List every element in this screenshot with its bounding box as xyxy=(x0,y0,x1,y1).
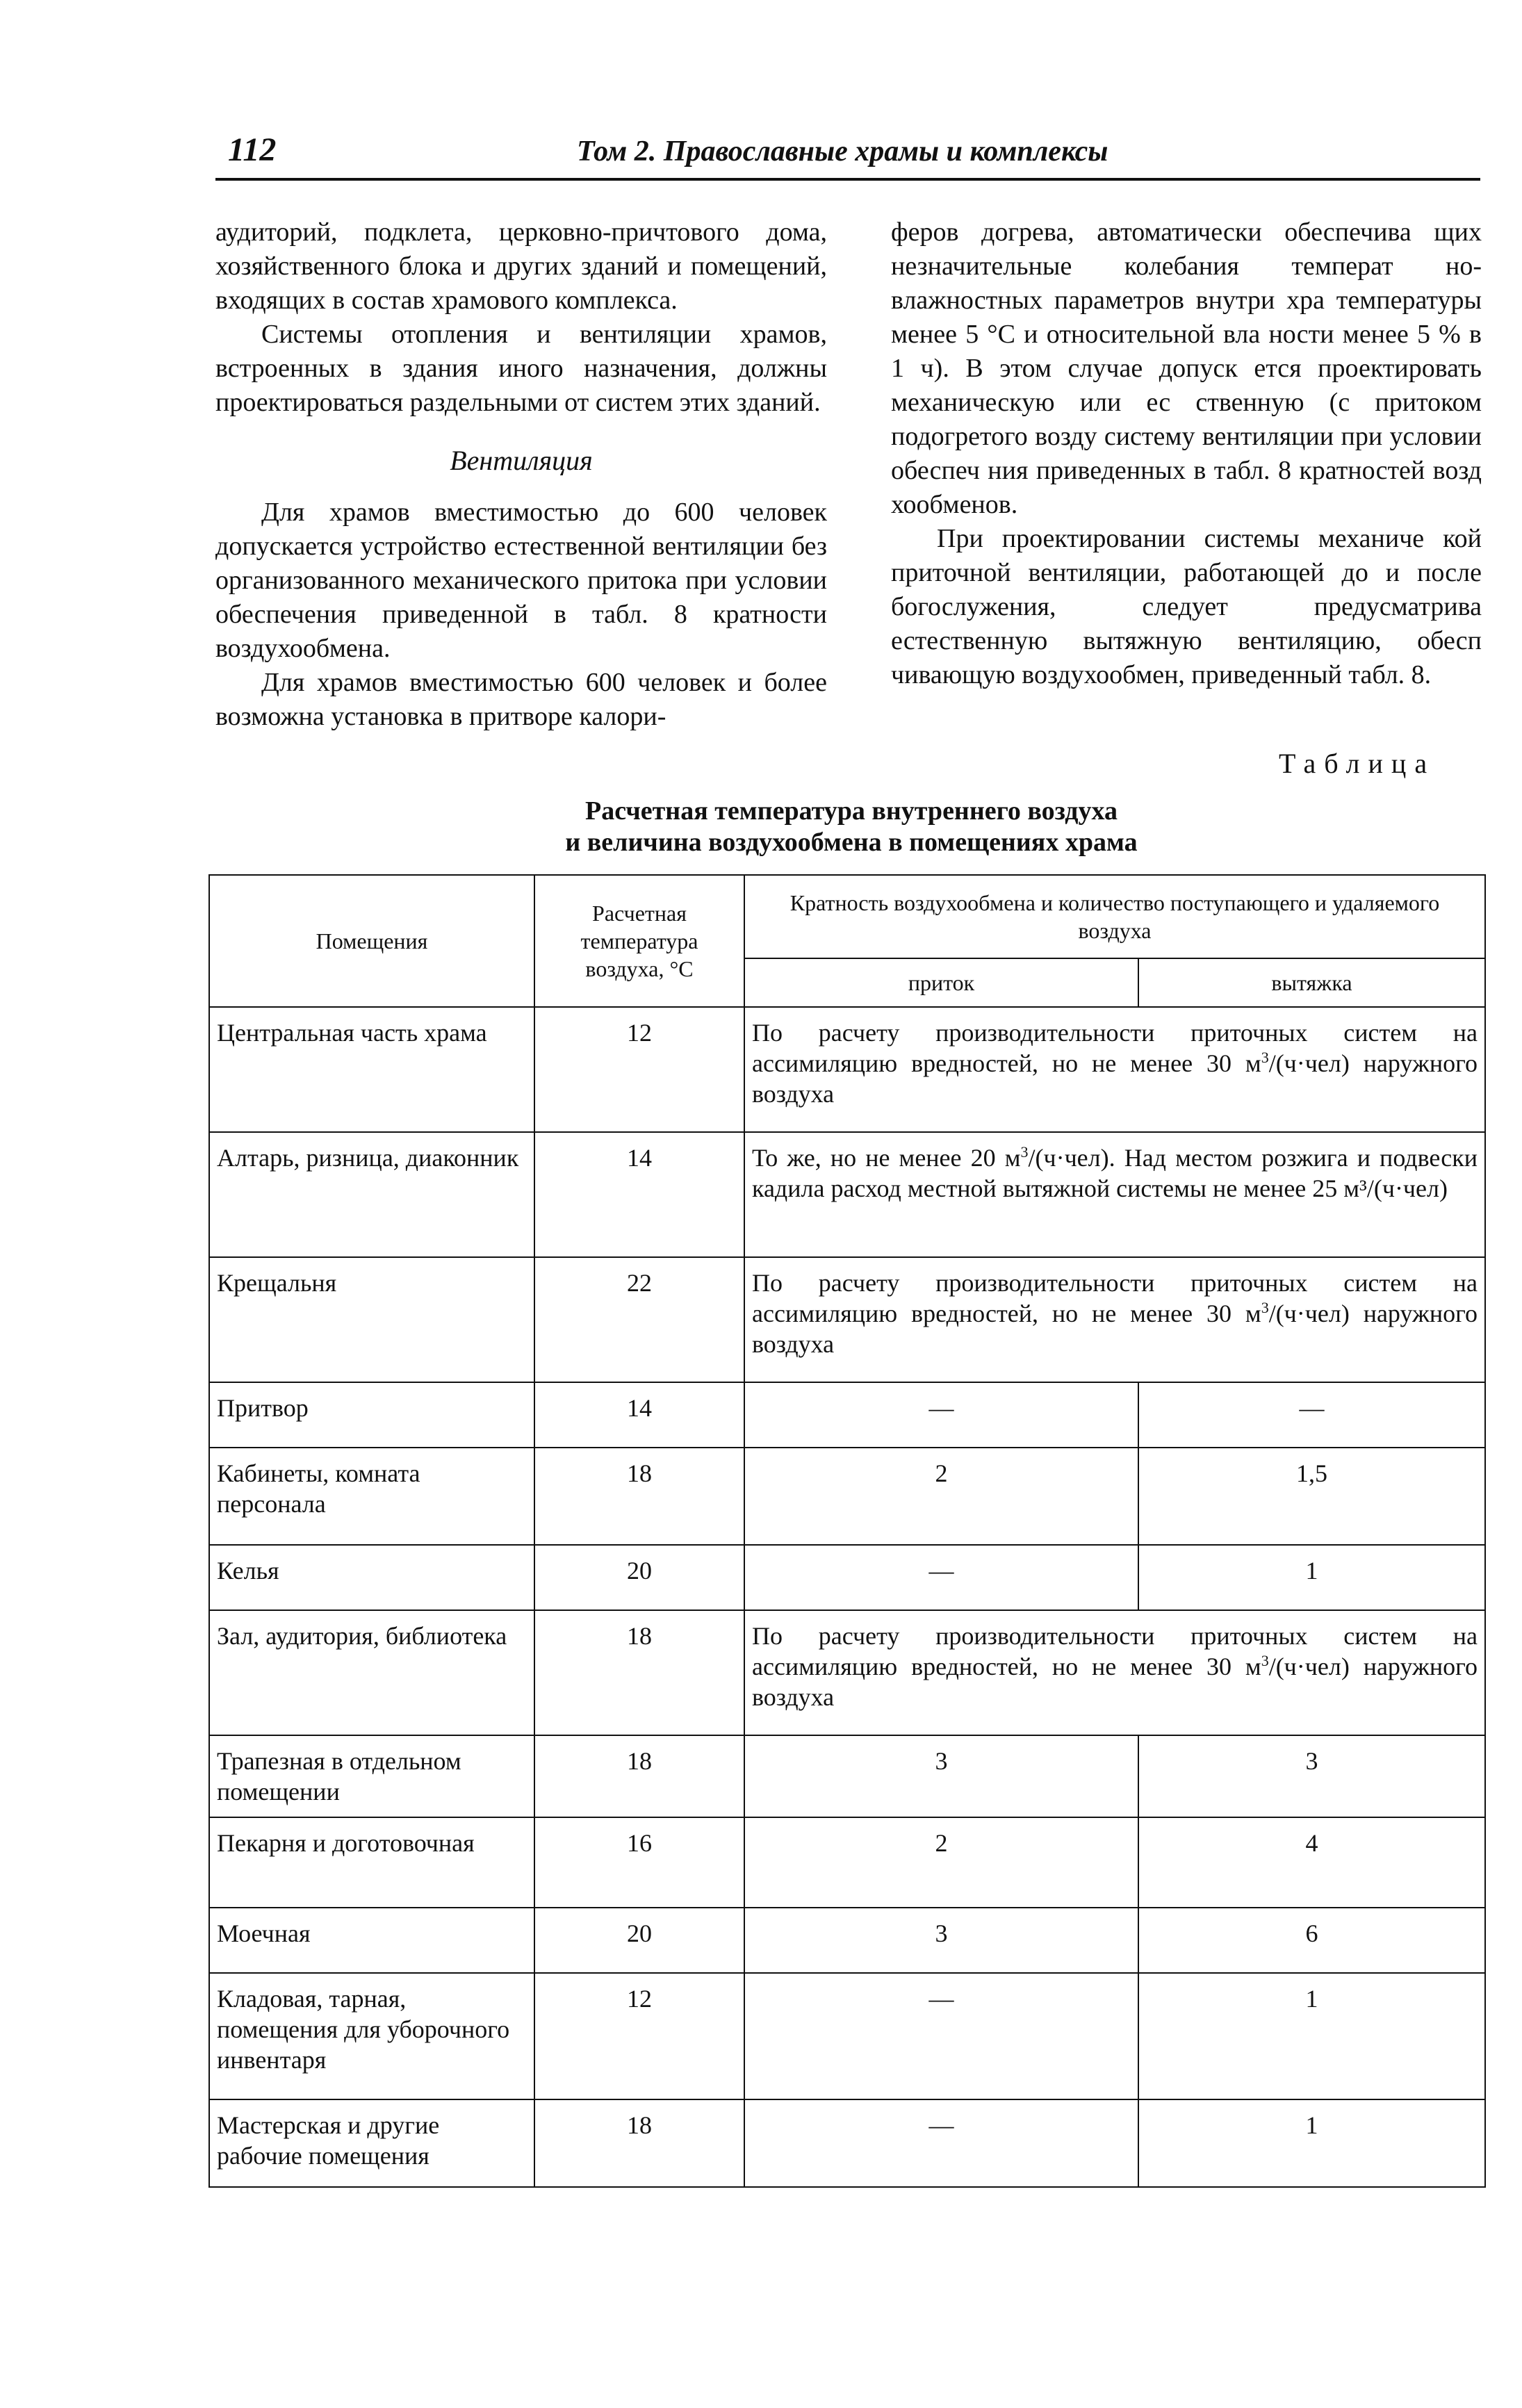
table-title-line: и величина воздухообмена в помещениях храма xyxy=(565,828,1138,857)
table-row xyxy=(209,1448,1485,1545)
exchange-note-cell xyxy=(744,1257,1485,1382)
temp-cell: 18 xyxy=(534,1735,744,1817)
supply-cell: 3 xyxy=(744,1735,1138,1817)
header-supply: приток xyxy=(744,958,1138,1007)
temp-cell: 20 xyxy=(534,1545,744,1610)
supply-cell: — xyxy=(744,1973,1138,2099)
exchange-note-text: /(ч·чел). Над местом розжига и подвески кадила расход местной вытяжной системы не менее 25 м³/(ч·чел) xyxy=(752,1144,1478,1202)
exchange-note-cell xyxy=(744,1610,1485,1735)
supply-cell: — xyxy=(744,1382,1138,1448)
running-title: Том 2. Православные храмы и комплексы xyxy=(577,136,1108,167)
header-temp: Расчетная температура воздуха, °С xyxy=(534,875,744,1007)
temp-cell: 18 xyxy=(534,1448,744,1545)
temp-cell: 12 xyxy=(534,1007,744,1132)
exhaust-cell: 3 xyxy=(1138,1735,1485,1817)
ventilation-table xyxy=(208,874,1486,2188)
superscript: 3 xyxy=(1261,1652,1269,1669)
page-number: 112 xyxy=(228,131,277,168)
room-cell: Трапезная в отдельном помещении xyxy=(209,1735,534,1817)
temp-cell: 18 xyxy=(534,1610,744,1735)
exchange-note-text: То же, но не менее 20 м xyxy=(752,1144,1021,1172)
exchange-note-text: /(ч·чел) наружного воздуха xyxy=(752,1049,1478,1108)
exchange-note-text: По расчету производительности приточных систем на ассимиляцию вредностей, но не менее 30 м xyxy=(752,1019,1478,1077)
room-cell: Моечная xyxy=(209,1908,534,1973)
temp-cell: 16 xyxy=(534,1817,744,1908)
header-room: Помещения xyxy=(209,875,534,1007)
paragraph: Для храмов вместимостью 600 человек и более возможна установка в притворе калори- xyxy=(215,668,827,731)
section-heading: Вентиляция xyxy=(450,445,593,476)
table-row xyxy=(209,1817,1485,1908)
room-cell: Келья xyxy=(209,1545,534,1610)
paragraph: Системы отопления и вентиляции храмов, встроенных в здания иного назначения, должны проектироваться раздельными от систем этих зданий. xyxy=(215,320,827,417)
table-row xyxy=(209,2099,1485,2187)
temp-cell: 14 xyxy=(534,1132,744,1257)
paragraph: аудиторий, подклета, церковно-причтового дома, хозяйственного блока и других зданий и помещений, входящих в состав храмового комплекса. xyxy=(215,218,827,315)
temp-cell: 14 xyxy=(534,1382,744,1448)
table-row xyxy=(209,1382,1485,1448)
supply-cell: 2 xyxy=(744,1448,1138,1545)
temp-cell: 22 xyxy=(534,1257,744,1382)
superscript: 3 xyxy=(1261,1049,1269,1066)
page-header xyxy=(215,131,1480,179)
superscript: 3 xyxy=(1261,1299,1269,1316)
paragraph: феров догрева, автоматически обеспечива щих незначительные колебания температ но-влажностных параметров внутри хра температуры менее 5 °С и относительной вла ности менее 5 % в 1 ч). В этом случае допуск ется проектировать механическую или ес ственную (с притоком подогретого возду систему вентиляции при условии обеспеч ния приведенных в табл. 8 кратностей возд хообменов. xyxy=(891,218,1482,519)
supply-cell: — xyxy=(744,1545,1138,1610)
right-column xyxy=(891,215,1482,692)
exhaust-cell: — xyxy=(1138,1382,1485,1448)
table-row xyxy=(209,1132,1485,1257)
table-row xyxy=(209,1545,1485,1610)
exchange-note-text: /(ч·чел) наружного воздуха xyxy=(752,1653,1478,1711)
temp-cell: 18 xyxy=(534,2099,744,2187)
room-cell: Кабинеты, комната персонала xyxy=(209,1448,534,1545)
temp-cell: 20 xyxy=(534,1908,744,1973)
temp-cell: 12 xyxy=(534,1973,744,2099)
table-title xyxy=(208,796,1494,858)
room-cell: Алтарь, ризница, диаконник xyxy=(209,1132,534,1257)
room-cell: Мастерская и другие рабочие помещения xyxy=(209,2099,534,2187)
table-row xyxy=(209,1257,1485,1382)
table-row xyxy=(209,1908,1485,1973)
table-row xyxy=(209,1007,1485,1132)
supply-cell: 3 xyxy=(744,1908,1138,1973)
paragraph: При проектировании системы механиче кой приточной вентиляции, работающей до и после богослужения, следует предусматрива естественную вытяжную вентиляцию, обесп чивающую воздухообмен, приведенный табл. 8. xyxy=(891,524,1482,689)
header-exhaust: вытяжка xyxy=(1138,958,1485,1007)
exhaust-cell: 1 xyxy=(1138,2099,1485,2187)
paragraph: Для храмов вместимостью до 600 человек допускается устройство естественной вентиляции без организованного механического притока при условии обеспечения приведенной в табл. 8 кратности воздухообмена. xyxy=(215,498,827,663)
table-row xyxy=(209,1735,1485,1817)
exchange-note-cell xyxy=(744,1007,1485,1132)
left-column xyxy=(215,215,827,734)
superscript: 3 xyxy=(1020,1143,1029,1161)
table-row xyxy=(209,1610,1485,1735)
room-cell: Пекарня и доготовочная xyxy=(209,1817,534,1908)
table-title-line: Расчетная температура внутреннего воздуха xyxy=(585,796,1118,826)
exhaust-cell: 4 xyxy=(1138,1817,1485,1908)
exchange-note-cell xyxy=(744,1132,1485,1257)
exchange-note-text: /(ч·чел) наружного воздуха xyxy=(752,1300,1478,1358)
table-row xyxy=(209,1973,1485,2099)
room-cell: Зал, аудитория, библиотека xyxy=(209,1610,534,1735)
supply-cell: — xyxy=(744,2099,1138,2187)
room-cell: Кладовая, тарная, помещения для уборочного инвентаря xyxy=(209,1973,534,2099)
exhaust-cell: 6 xyxy=(1138,1908,1485,1973)
room-cell: Крещальня xyxy=(209,1257,534,1382)
exhaust-cell: 1,5 xyxy=(1138,1448,1485,1545)
room-cell: Центральная часть храма xyxy=(209,1007,534,1132)
room-cell: Притвор xyxy=(209,1382,534,1448)
header-exchange: Кратность воздухообмена и количество поступающего и удаляемого воздуха xyxy=(744,875,1485,958)
exchange-note-text: По расчету производительности приточных систем на ассимиляцию вредностей, но не менее 30 м xyxy=(752,1269,1478,1327)
supply-cell: 2 xyxy=(744,1817,1138,1908)
exchange-note-text: По расчету производительности приточных систем на ассимиляцию вредностей, но не менее 30 м xyxy=(752,1622,1478,1680)
table-label: Таблица xyxy=(1279,748,1436,779)
exhaust-cell: 1 xyxy=(1138,1545,1485,1610)
exhaust-cell: 1 xyxy=(1138,1973,1485,2099)
header-rule xyxy=(215,178,1480,181)
